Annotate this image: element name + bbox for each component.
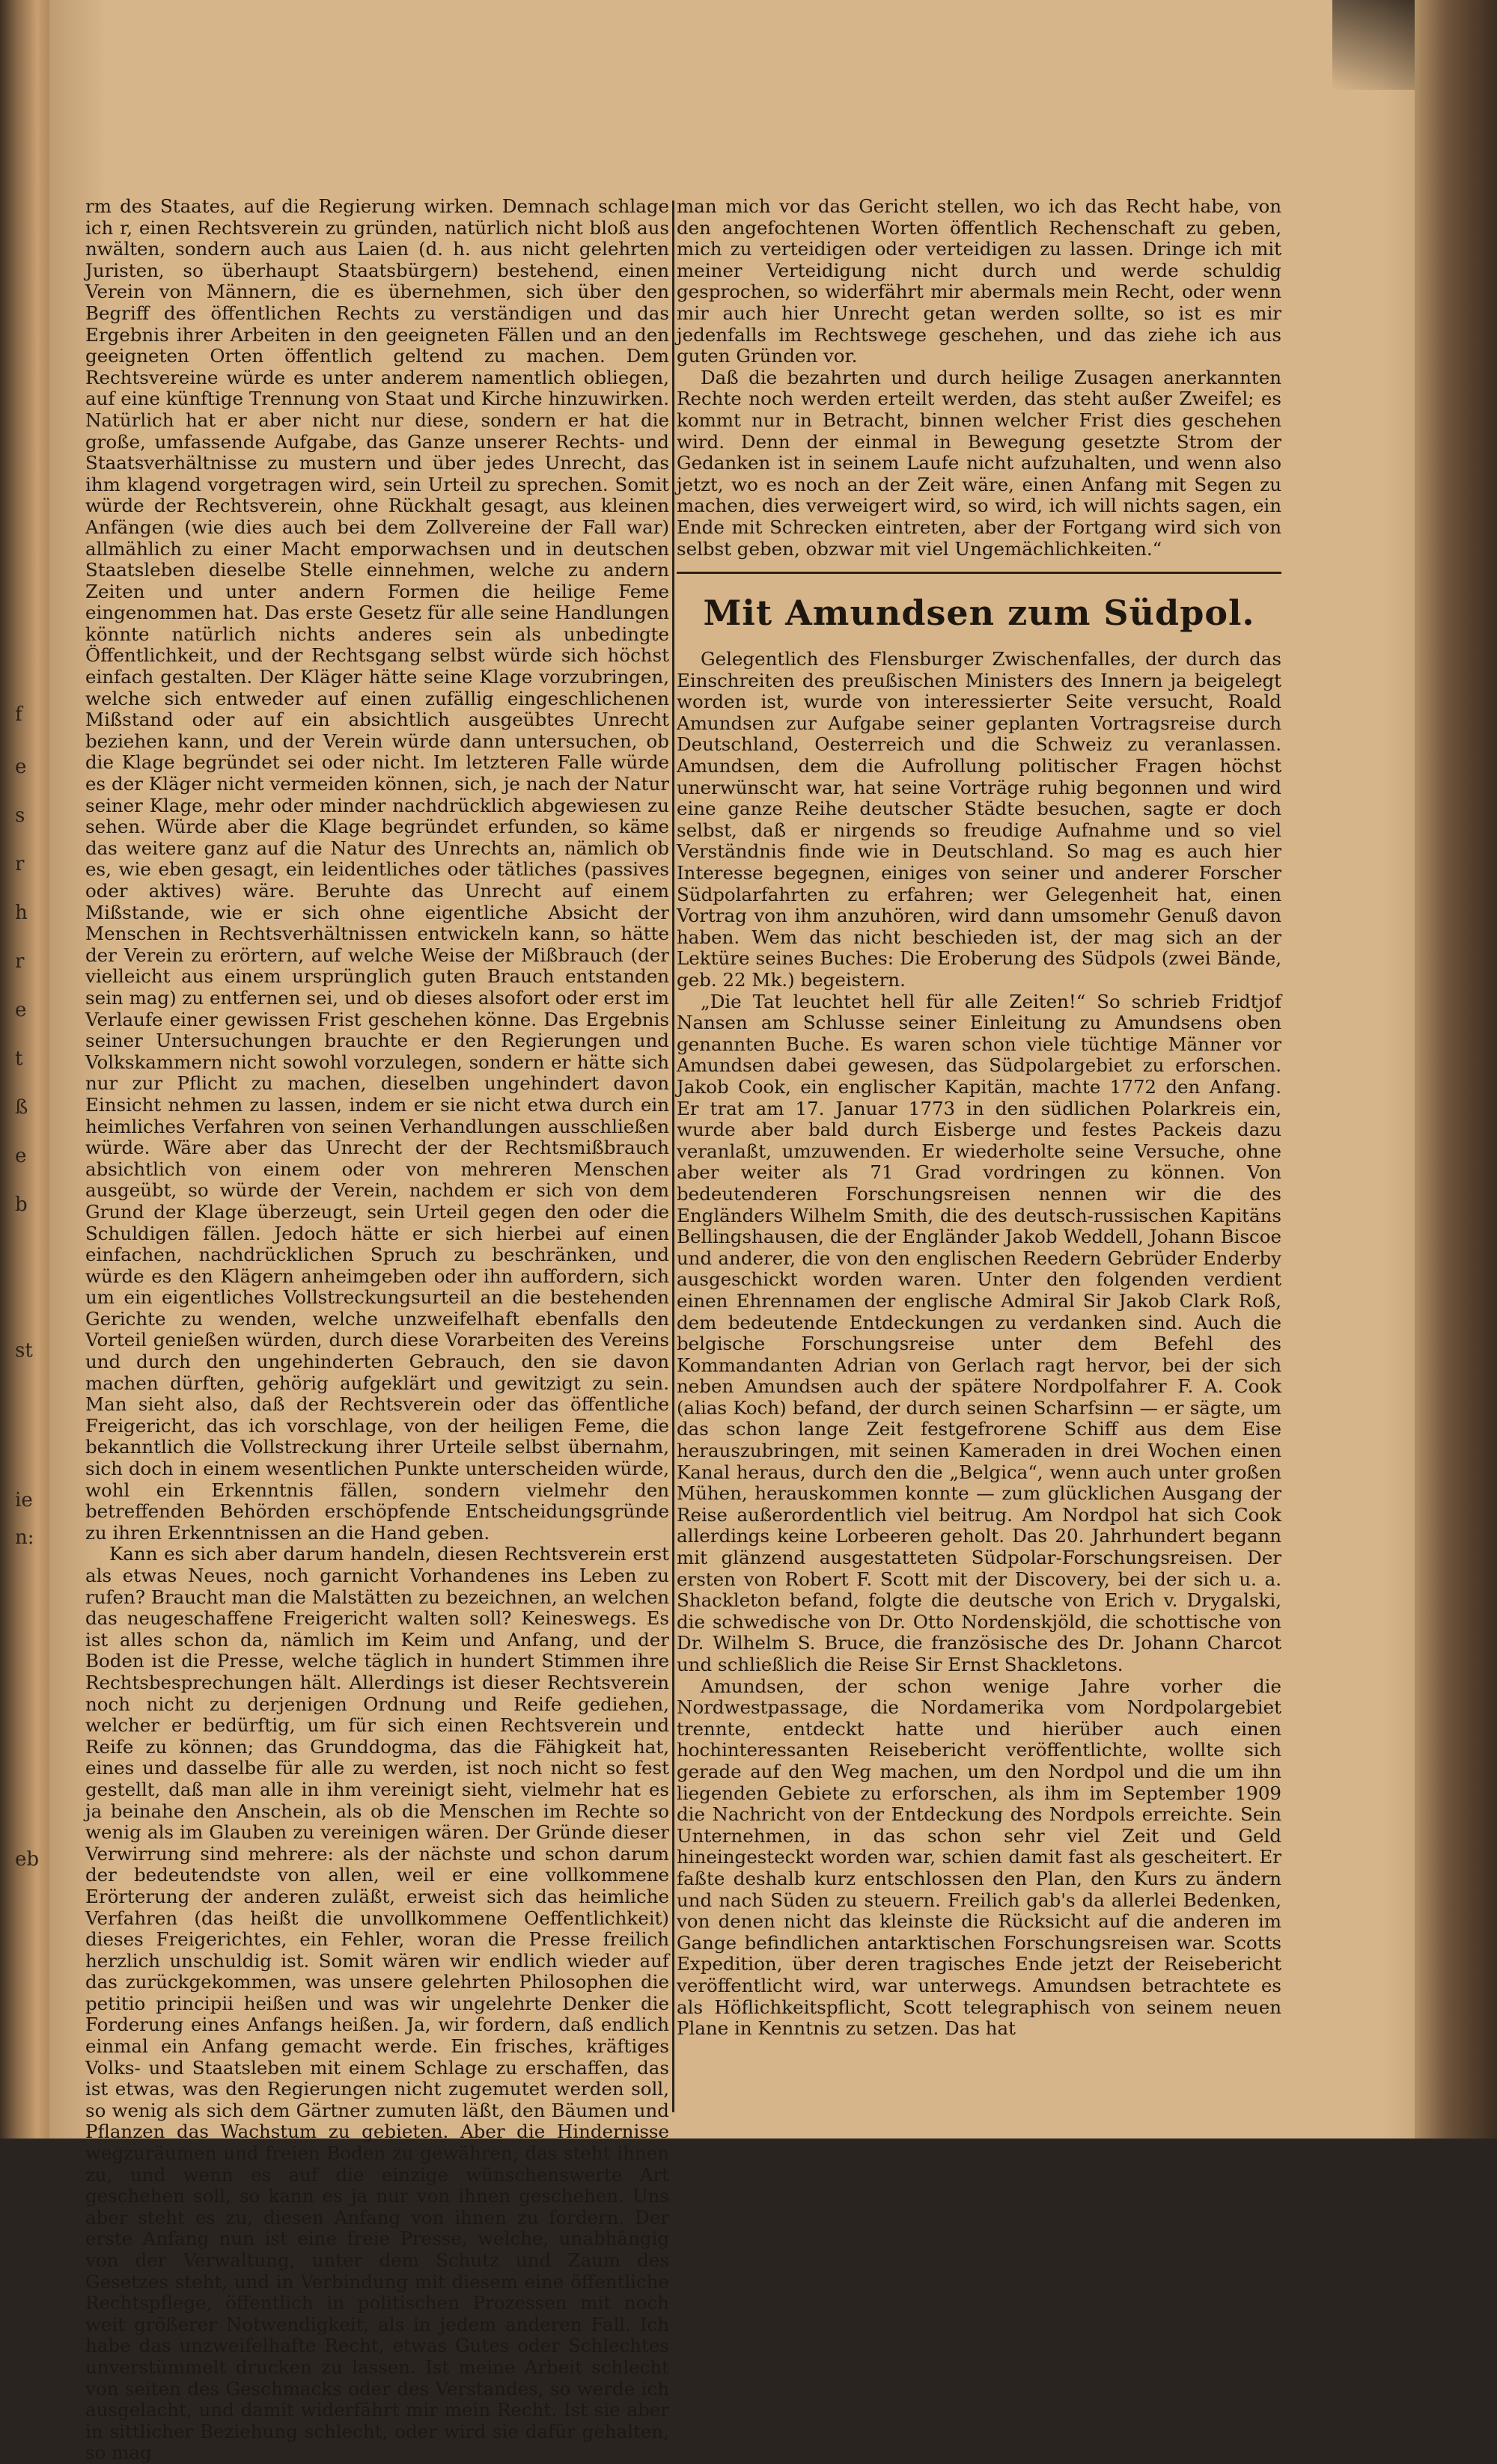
binding-edge-letter: n:	[15, 1526, 34, 1549]
left-column-paragraph: rm des Staates, auf die Regierung wirken. Demnach schlage ich r, einen Rechtsverein zu gründen, natürlich nicht bloß aus nwälten, sondern auch aus Laien (d. h. aus nicht gelehrten Juristen, so überhaupt Staatsbürgern) bestehend, einen Verein von Männern, die es übernehmen, sich über den Begriff des öffentlichen Rechts zu verständigen und das Ergebnis ihrer Arbeiten in den geeigneten Fällen und an den geeigneten Orten öffentlich geltend zu machen. Dem Rechtsvereine würde es unter anderem namentlich obliegen, auf eine künftige Trennung von Staat und Kirche hinzuwirken. Natürlich hat er aber nicht nur diese, sondern er hat die große, umfassende Aufgabe, das Ganze unserer Rechts- und Staatsverhältnisse zu mustern und über jedes Unrecht, das ihm klagend vorgetragen wird, sein Urteil zu sprechen. Somit würde der Rechtsverein, ohne Rückhalt gesagt, aus kleinen Anfängen (wie dies auch bei dem Zollvereine der Fall war) allmählich zu einer Macht emporwachsen und in deutschen Staatsleben dieselbe Stelle einnehmen, welche zu andern Zeiten und unter andern Formen die heilige Feme eingenommen hat. Das erste Gesetz für alle seine Handlungen könnte natürlich nichts anderes sein als unbedingte Öffentlichkeit, und der Rechtsgang selbst würde sich höchst einfach gestalten. Der Kläger hätte seine Klage vorzubringen, welche sich entweder auf einen zufällig eingeschlichenen Mißstand oder auf ein absichtlich ausgeübtes Unrecht beziehen kann, und der Verein würde dann untersuchen, ob die Klage begründet sei oder nicht. Im letzteren Falle würde es der Kläger nicht vermeiden können, sich, je nach der Natur seiner Klage, mehr oder minder nachdrücklich abgewiesen zu sehen. Würde aber die Klage begründet erfunden, so käme das weitere ganz auf die Natur des Unrechts an, nämlich ob es, wie eben gesagt, ein leidentliches oder tätliches (passives oder aktives) wäre. Beruhte das Unrecht auf einem Mißstande, wie er sich ohne eigentliche Absicht der Menschen in Rechtsverhältnissen entwickeln kann, so hätte der Verein zu erörtern, auf welche Weise der Mißbrauch (der vielleicht aus einem ursprünglich guten Brauch entstanden sein mag) zu entfernen sei, und ob dieses alsofort oder erst im Verlaufe einer gewissen Frist geschehen könne. Das Ergebnis seiner Untersuchungen brauchte er den Regierungen und Volkskammern nicht sowohl vorzulegen, sondern er hätte sich nur zur Pflicht zu machen, dieselben ungehindert davon Einsicht nehmen zu lassen, indem er sie nicht etwa durch ein heimliches Verfahren von seinen Verhandlungen ausschließen würde. Wäre aber das Unrecht der der Rechtsmißbrauch absichtlich von einem oder von mehreren Menschen ausgeübt, so würde der Verein, nachdem er sich von dem Grund der Klage überzeugt, sein Urteil gegen den oder die Schuldigen fällen. Jedoch hätte er sich hierbei auf einen einfachen, nachdrücklichen Spruch zu beschränken, und würde es den Klägern anheimgeben oder ihn auffordern, sich um ein eigentliches Vollstreckungsurteil an die bestehenden Gerichte zu wenden, welche unzweifelhaft ebenfalls den Vorteil genießen würden, durch diese Vorarbeiten des Vereins und durch den ungehinderten Gebrauch, den sie davon machen dürften, gehörig aufgeklärt und gewitzigt zu sein. Man sieht also, daß der Rechtsverein oder das öffentliche Freigericht, das ich vorschlage, von der heiligen Feme, die bekanntlich die Vollstreckung ihrer Urteile selbst übernahm, sich doch in einem wesentlichen Punkte unterscheiden würde, wohl ein Erkenntnis fällen, sondern vielmehr den betreffenden Behörden erschöpfende Entscheidungsgründe zu ihren Erkenntnissen an die Hand geben.	[85, 195, 669, 1544]
binding-edge-letter: e	[15, 1145, 27, 1167]
article-title: Mit Amundsen zum Südpol.	[703, 593, 1255, 634]
section-divider	[677, 572, 1281, 574]
article-body	[677, 649, 1281, 2040]
binding-edge-letter: st	[15, 1339, 33, 1362]
column-divider	[672, 201, 674, 2112]
binding-edge-letter: f	[15, 703, 22, 726]
binding-edge-letter: eb	[15, 1848, 40, 1871]
binding-edge-letter: s	[15, 804, 25, 827]
article-paragraph: Gelegentlich des Flensburger Zwischenfalles, der durch das Einschreiten des preußischen Ministers des Innern ja beigelegt worden ist, wurde von interessierter Seite versucht, Roald Amundsen zur Aufgabe seiner geplanten Vortragsreise durch Deutschland, Oesterreich und die Schweiz zu veranlassen. Amundsen, dem die Aufrollung politischer Fragen höchst unerwünscht war, hat seine Vorträge ruhig begonnen und wird eine ganze Reihe deutscher Städte besuchen, sagte er doch selbst, daß er nirgends so freudige Aufnahme und so viel Verständnis finde wie in Deutschland. So mag es auch hier Interesse begegnen, einiges von seiner und anderer Forscher Südpolarfahrten zu erfahren; wer Gelegenheit hat, einen Vortrag von ihm anzuhören, wird dann umsomehr Genuß davon haben. Wem das nicht beschieden ist, der mag sich an der Lektüre seines Buches: Die Eroberung des Südpols (zwei Bände, geb. 22 Mk.) begeistern.	[677, 648, 1281, 991]
right-column	[677, 196, 1281, 2040]
newspaper-page	[49, 0, 1497, 2464]
article-paragraph: „Die Tat leuchtet hell für alle Zeiten!“ So schrieb Fridtjof Nansen am Schlusse seiner Einleitung zu Amundsens oben genannten Buche. Es waren schon viele tüchtige Männer vor Amundsen dabei gewesen, das Südpolargebiet zu erforschen. Jakob Cook, ein englischer Kapitän, machte 1772 den Anfang. Er trat am 17. Januar 1773 in den südlichen Polarkreis ein, wurde aber bald durch Eisberge und festes Packeis dazu veranlaßt, umzuwenden. Er wiederholte seine Versuche, ohne aber weiter als 71 Grad vordringen zu können. Von bedeutenderen Forschungsreisen nennen wir die des Engländers Wilhelm Smith, die des deutsch-russischen Kapitäns Bellingshausen, die der Engländer Jakob Weddell, Johann Biscoe und anderer, die von den englischen Reedern Gebrüder Enderby ausgeschickt worden waren. Unter den folgenden verdient einen Ehrennamen der englische Admiral Sir Jakob Clark Roß, dem bedeutende Entdeckungen zu verdanken sind. Auch die belgische Forschungsreise unter dem Befehl des Kommandanten Adrian von Gerlach ragt hervor, bei der sich neben Amundsen auch der spätere Nordpolfahrer F. A. Cook (alias Koch) befand, der durch seinen Scharfsinn — er sägte, um das schon lange Zeit festgefrorene Schiff aus dem Eise herauszubringen, mit seinen Kameraden in drei Wochen einen Kanal heraus, durch den die „Belgica“, wenn auch unter großen Mühen, herauskommen konnte — zum glücklichen Ausgang der Reise außerordentlich viel beitrug. Am Nordpol hat sich Cook allerdings keine Lorbeeren geholt. Das 20. Jahrhundert begann mit glänzend ausgestatteten Südpolar-Forschungsreisen. Der ersten von Robert F. Scott mit der Discovery, bei der sich u. a. Shackleton befand, folgte die deutsche von Erich v. Drygalski, die schwedische von Dr. Otto Nordenskjöld, die schottische von Dr. Wilhelm S. Bruce, die französische des Dr. Johann Charcot und schließlich die Reise Sir Ernst Shackletons.	[677, 990, 1281, 1675]
binding-edge-letter: e	[15, 999, 27, 1021]
binding-edge-letter: e	[15, 756, 27, 778]
binding-edge-letter: ß	[15, 1096, 28, 1119]
right-column-paragraph: man mich vor das Gericht stellen, wo ich das Recht habe, von den angefochtenen Worten öffentlich Rechenschaft zu geben, mich zu verteidigen oder verteidigen zu lassen. Dringe ich mit meiner Verteidigung nicht durch und werde schuldig gesprochen, so widerfährt mir abermals mein Recht, oder wenn mir auch hier Unrecht getan werden sollte, so ist es mir jedenfalls im Rechtswege geschehen, und das ziehe ich aus guten Gründen vor.	[677, 195, 1281, 367]
left-column	[85, 196, 669, 2464]
article-paragraph: Amundsen, der schon wenige Jahre vorher die Nordwestpassage, die Nordamerika vom Nordpolargebiet trennte, entdeckt hatte und hierüber auch einen hochinteressanten Reisebericht veröffentlichte, wollte sich gerade auf den Weg machen, um den Nordpol und die um ihn liegenden Gebiete zu erforschen, als ihm im September 1909 die Nachricht von der Entdeckung des Nordpols erreichte. Sein Unternehmen, in das schon sehr viel Zeit und Geld hineingesteckt worden war, schien damit fast als gescheitert. Er faßte deshalb kurz entschlossen den Plan, den Kurs zu ändern und nach Süden zu steuern. Freilich gab's da allerlei Bedenken, von denen nicht das kleinste die Rücksicht auf die anderen im Gange befindlichen antarktischen Forschungsreisen war. Scotts Expedition, über deren tragisches Ende jetzt der Reisebericht veröffentlicht wird, war unterwegs. Amundsen betrachtete es als Höflichkeitspflicht, Scott telegraphisch von seinem neuen Plane in Kenntnis zu setzen. Das hat	[677, 1675, 1281, 2040]
binding-edge-letter: r	[15, 853, 25, 875]
right-column-paragraph: Daß die bezahrten und durch heilige Zusagen anerkannten Rechte noch werden erteilt werden, das steht außer Zweifel; es kommt nur in Betracht, binnen welcher Frist dies geschehen wird. Denn der einmal in Bewegung gesetzte Strom der Gedanken ist in seinem Laufe nicht aufzuhalten, und wenn also jetzt, wo es noch an der Zeit wäre, einen Anfang mit Segen zu machen, dies verweigert wird, so wird, ich will nichts sagen, ein Ende mit Schrecken eintreten, aber der Fortgang wird sich von selbst geben, obzwar mit viel Ungemächlichkeiten.“	[677, 366, 1281, 560]
right-page-edge	[1415, 0, 1497, 2139]
left-page-binding	[0, 0, 49, 2139]
binding-edge-letter: h	[15, 902, 28, 924]
binding-edge-letter: ie	[15, 1489, 33, 1511]
left-column-paragraph: Kann es sich aber darum handeln, diesen Rechtsverein erst als etwas Neues, noch garnicht Vorhandenes ins Leben zu rufen? Braucht man die Malstätten zu bezeichnen, an welchen das neugeschaffene Freigericht walten soll? Keineswegs. Es ist alles schon da, nämlich im Keim und Anfang, und der Boden ist die Presse, welche täglich in hundert Stimmen ihre Rechtsbesprechungen hält. Allerdings ist dieser Rechtsverein noch nicht zu derjenigen Ordnung und Reife gediehen, welcher er bedürftig, um für sich einen Rechtsverein und Reife zu können; das Grunddogma, das die Fähigkeit hat, eines und dasselbe für alle zu werden, ist noch nicht so fest gestellt, daß man alle in ihm vereinigt sieht, vielmehr hat es ja beinahe den Anschein, als ob die Menschen im Rechte so wenig als im Glauben zu vereinigen wären. Der Gründe dieser Verwirrung sind mehrere: als der nächste und schon darum der bedeutendste von allen, weil er eine vollkommene Erörterung der anderen zuläßt, erweist sich das heimliche Verfahren (das heißt die unvollkommene Oeffentlichkeit) dieses Freigerichtes, ein Fehler, woran die Presse freilich herzlich unschuldig ist. Somit wären wir endlich wieder auf das zurückgekommen, was unsere gelehrten Philosophen die petitio principii heißen und was wir ungelehrte Denker die Forderung eines Anfangs heißen. Ja, wir fordern, daß endlich einmal ein Anfang gemacht werde. Ein frisches, kräftiges Volks- und Staatsleben mit einem Schlage zu erschaffen, das ist etwas, was den Regierungen nicht zugemutet werden soll, so wenig als sich dem Gärtner zumuten läßt, den Bäumen und Pflanzen das Wachstum zu gebieten. Aber die Hindernisse wegzuräumen und freien Boden zu gewähren, das steht ihnen zu, und wenn es auf die einzige wünschenswerte Art geschehen soll, so kann es ja nur von ihnen geschehen. Uns aber steht es zu, diesen Anfang von ihnen zu fordern. Der erste Anfang nun ist eine freie Presse, welche, unabhängig von der Verwaltung, unter dem Schutz und Zaum des Gesetzes steht, und in Verbindung mit diesem eine öffentliche Rechtspflege, öffentlich in politischen Prozessen mit noch weit größerer Notwendigkeit, als in jedem anderen Fall. Ich habe das unzweifelhafte Recht, etwas Gutes oder Schlechtes unverstümmelt drucken zu lassen. Ist meine Arbeit schlecht von seiten des Geschmacks oder des Verstandes, so werde ich ausgelacht, und damit widerfährt mir mein Recht. Ist sie aber in sittlicher Beziehung schlecht, oder wird sie dafür gehalten, so mag	[85, 1543, 669, 2464]
binding-edge-letter: t	[15, 1048, 23, 1070]
binding-edge-letter: r	[15, 950, 25, 973]
binding-edge-letter: b	[15, 1193, 28, 1216]
